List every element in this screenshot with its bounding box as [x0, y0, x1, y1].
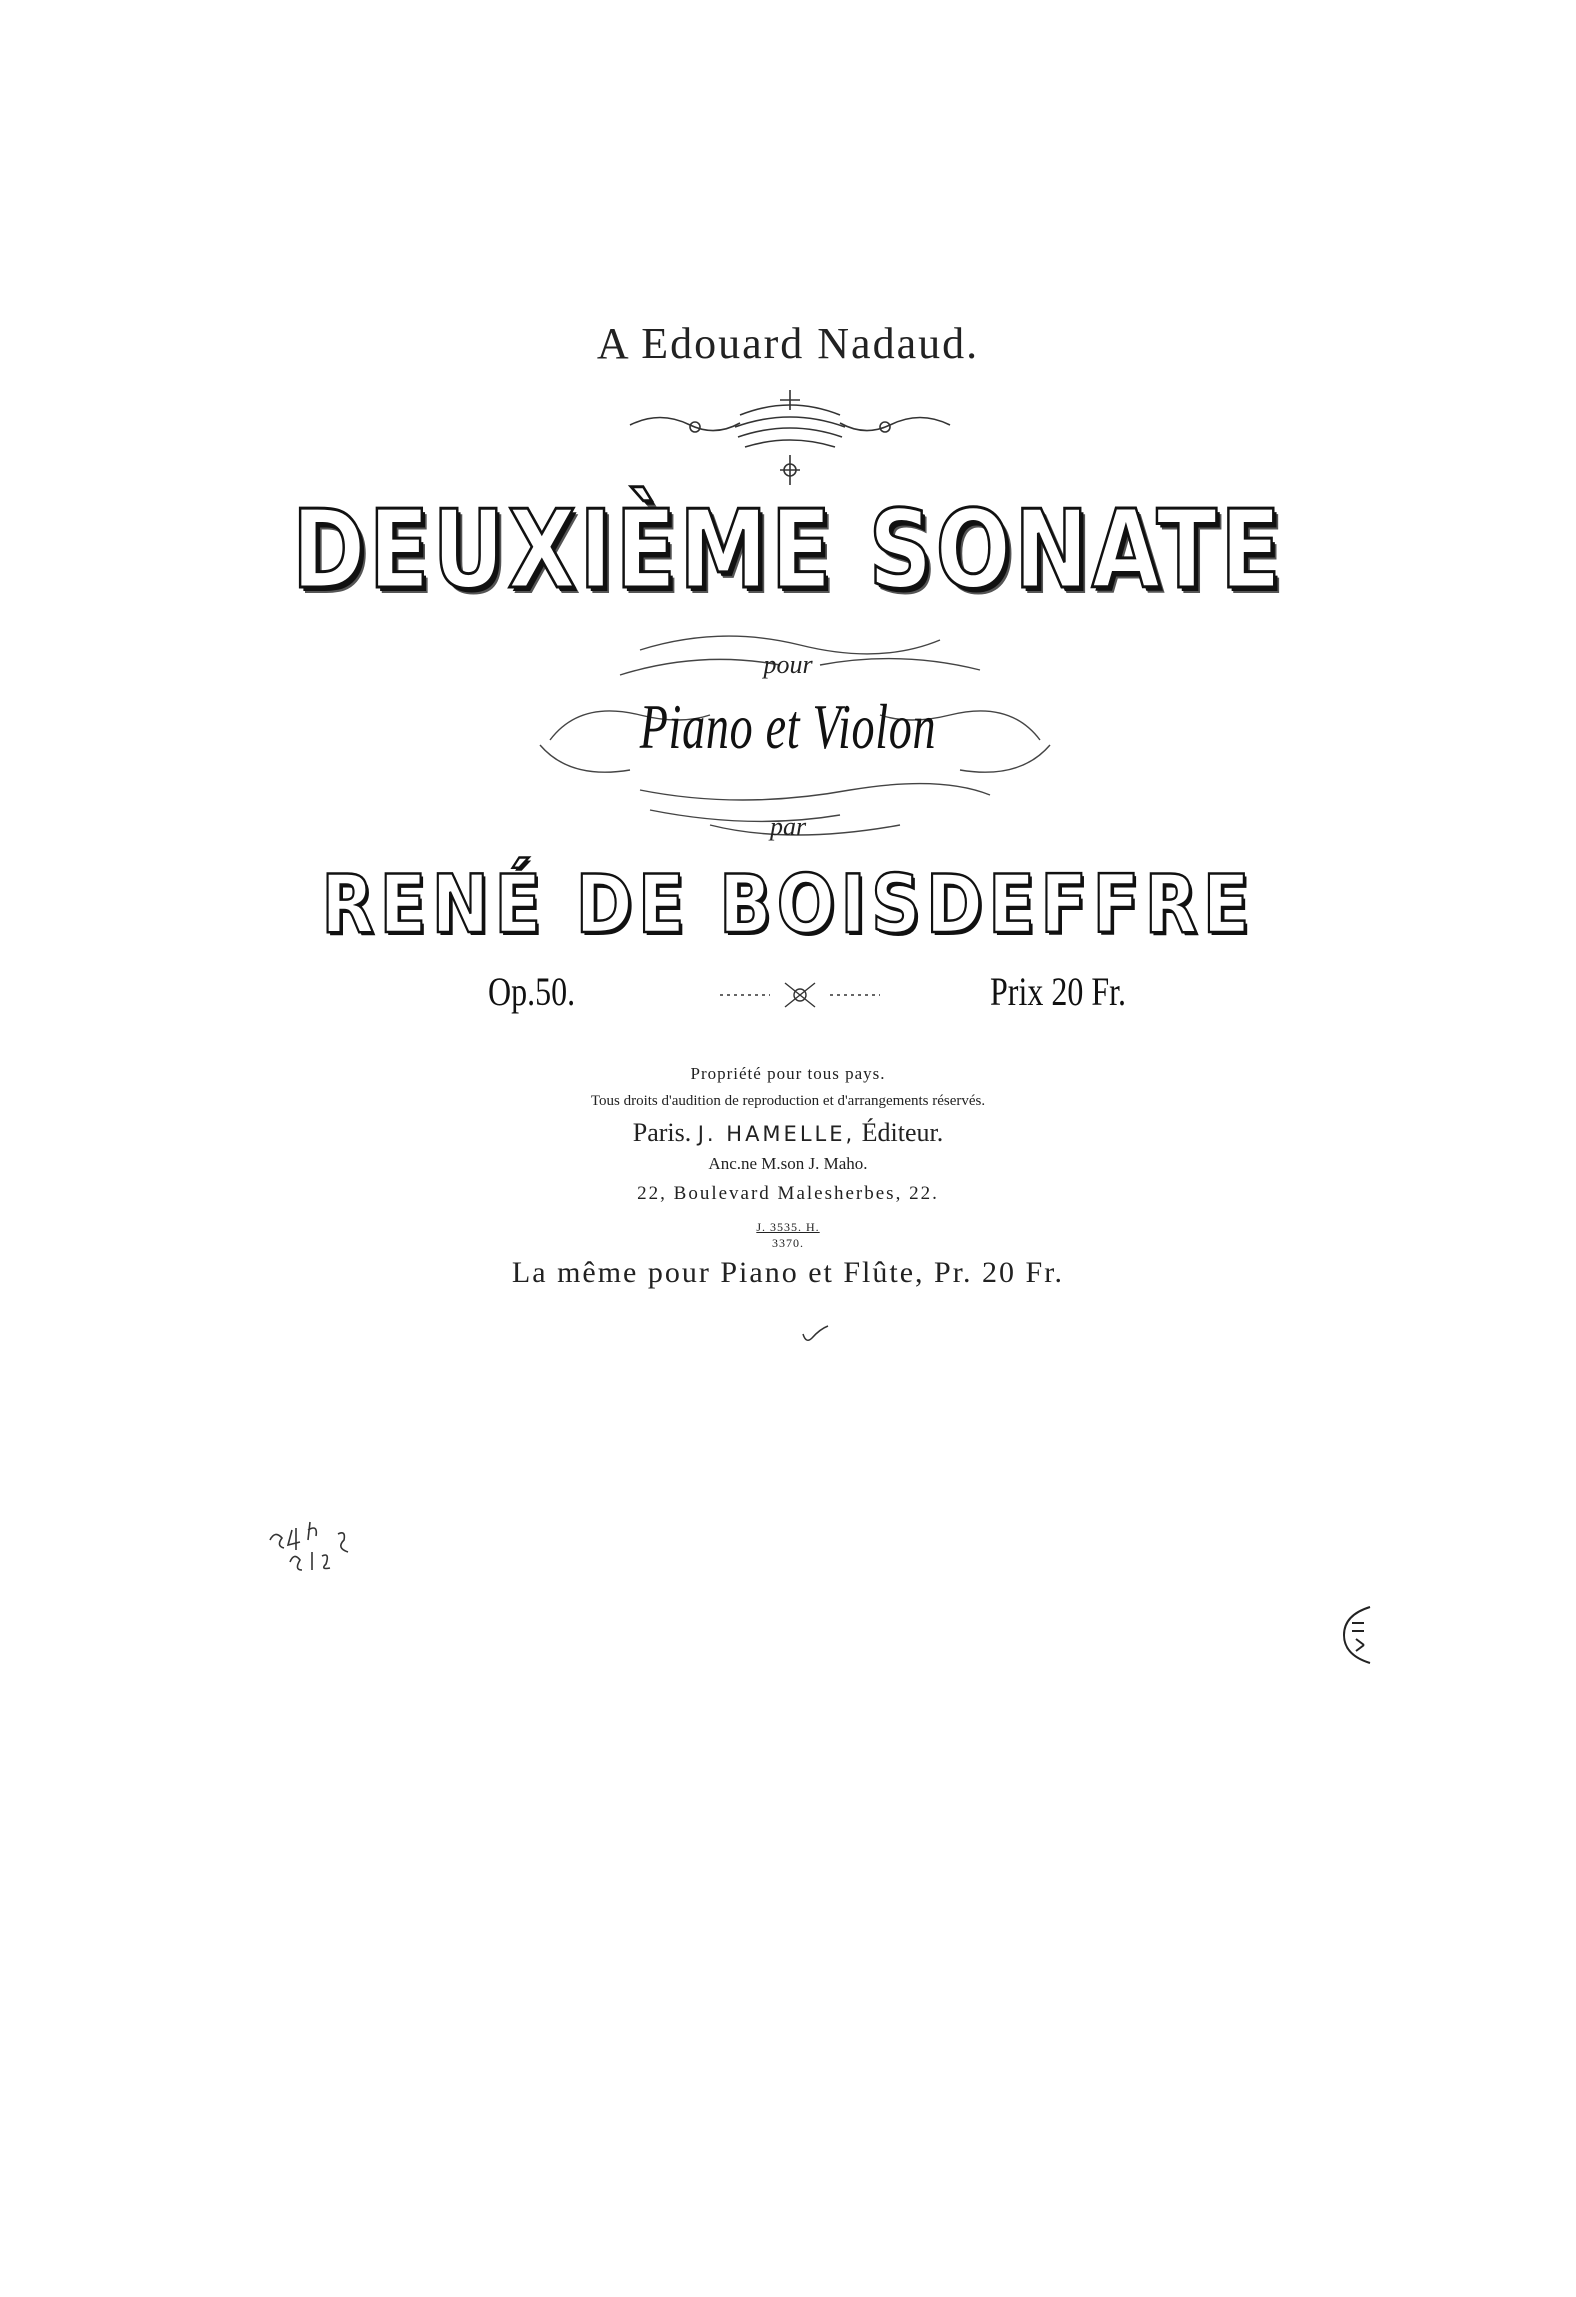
composer-name: RENÉ DE BOISDEFFRE	[321, 858, 1255, 951]
publisher-line	[0, 1118, 1576, 1148]
plate-number: J. 3535. H.	[756, 1220, 820, 1234]
handwritten-shelfmark	[260, 1500, 370, 1580]
former-publisher: Anc.ne M.son J. Maho.	[708, 1154, 868, 1173]
library-stamp	[1340, 1605, 1374, 1665]
rights-notice: Tous droits d'audition de reproduction et d'arrangements réservés.	[590, 1093, 986, 1109]
par-label: par	[769, 812, 807, 841]
publisher-address: 22, Boulevard Malesherbes, 22.	[637, 1183, 939, 1204]
alternate-edition: La même pour Piano et Flûte, Pr. 20 Fr.	[511, 1256, 1065, 1289]
price: Prix 20 Fr.	[990, 969, 1127, 1014]
instrumentation: Piano et Violon	[639, 691, 937, 762]
pour-label: pour	[763, 650, 813, 679]
flourish-ornament-small	[710, 975, 890, 1015]
opus-number: Op.50.	[488, 969, 576, 1014]
plate-subnumber: 3370.	[772, 1236, 804, 1250]
main-title: DEUXIÈME SONATE	[291, 488, 1285, 613]
check-mark-icon	[800, 1324, 830, 1346]
publisher-prefix: Paris.	[632, 1118, 692, 1147]
publisher-name: J. HAMELLE,	[697, 1122, 856, 1146]
dedication: A Edouard Nadaud.	[596, 319, 980, 368]
flourish-ornament-top	[620, 385, 960, 495]
publisher-suffix: Éditeur.	[861, 1118, 944, 1147]
property-notice: Propriété pour tous pays.	[690, 1064, 886, 1083]
